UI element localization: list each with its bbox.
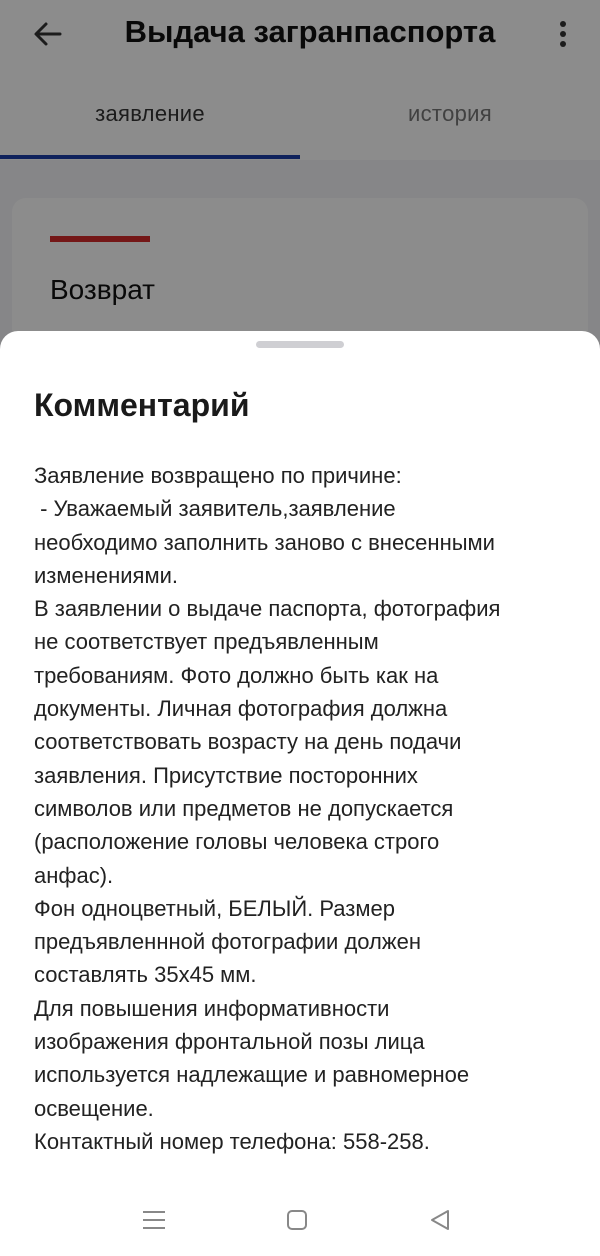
sheet-drag-handle[interactable] [256, 341, 344, 348]
nav-menu-button[interactable] [124, 1200, 184, 1240]
comment-line: анфас). [34, 862, 114, 888]
home-square-icon [285, 1208, 309, 1232]
nav-home-button[interactable] [267, 1200, 327, 1240]
comment-line: Фон одноцветный, БЕЛЫЙ. Размер [34, 895, 395, 921]
page-title: Выдача загранпаспорта [124, 14, 496, 49]
comment-line: освещение. [34, 1095, 154, 1121]
comment-line: составлять 35х45 мм. [34, 962, 257, 988]
comment-bottom-sheet [0, 331, 600, 1256]
comment-line: изменениями. [34, 562, 178, 588]
comment-line: документы. Личная фотография должна [34, 696, 448, 722]
tab-history[interactable]: история [408, 101, 492, 126]
comment-line: (расположение головы человека строго [34, 829, 440, 855]
comment-line: предъявленнной фотографии должен [34, 929, 421, 955]
comment-line: Контактный номер телефона: 558-258. [34, 1128, 430, 1154]
comment-line: используется надлежащие и равномерное [34, 1062, 470, 1088]
system-navigation-bar [0, 1186, 600, 1256]
comment-line: не соответствует предъявленным [34, 629, 379, 655]
menu-icon [141, 1208, 167, 1232]
comment-line: необходимо заполнить заново с внесенными [34, 529, 495, 555]
status-title: Возврат [50, 274, 155, 305]
comment-text [34, 459, 574, 1158]
nav-back-button[interactable] [410, 1200, 470, 1240]
comment-line: требованиям. Фото должно быть как на [34, 662, 439, 688]
tab-application[interactable]: заявление [95, 101, 205, 126]
comment-line: соответствовать возрасту на день подачи [34, 729, 462, 755]
comment-line: символов или предметов не допускается [34, 795, 454, 821]
comment-line: - Уважаемый заявитель,заявление [34, 496, 396, 522]
sheet-title: Комментарий [34, 387, 250, 423]
comment-line: Заявление возвращено по причине: [34, 463, 402, 488]
back-triangle-icon [428, 1208, 452, 1232]
comment-line: В заявлении о выдаче паспорта, фотография [34, 596, 501, 622]
comment-line: заявления. Присутствие посторонних [34, 762, 418, 788]
comment-line: изображения фронтальной позы лица [34, 1029, 425, 1055]
comment-line: Для повышения информативности [34, 995, 390, 1021]
